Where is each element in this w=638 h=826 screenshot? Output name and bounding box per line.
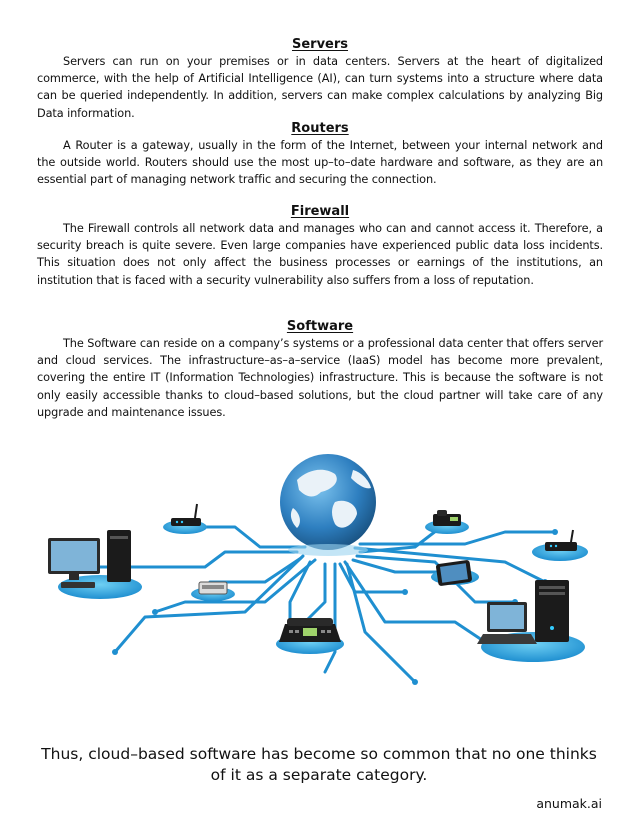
telephone-icon [279,618,341,642]
section-body: The Firewall controls all network data and manages who can and cannot access it. Therefore, a security breach is quite severe. Even large companies have experienced public data loss incidents. This situation does not only affect the business processes or earnings of the institutions, an institution that is faced with a security vulnerability also suffers from a loss of reputation. [37,222,603,287]
desk-phone-icon [433,510,461,526]
tablet-icon [436,560,473,587]
section-servers [37,37,603,122]
laptop-icon [477,602,537,644]
network-illustration [35,452,602,720]
section-firewall [37,204,603,289]
section-body: A Router is a gateway, usually in the form of the Internet, between your internal network and the outside world. Routers should use the most up–to–date hardware and software, as they are an essential part of managing network traffic and securing the connection. [37,139,603,187]
section-routers [37,121,603,189]
section-title: Firewall [290,204,350,219]
section-title: Software [286,319,354,334]
section-title: Routers [291,121,349,136]
section-body: The Software can reside on a company’s systems or a professional data center that offers server and cloud services. The infrastructure–as–a–service (IaaS) model has become more prevalent, covering the entire IT (Information Technologies) infrastructure. This is because the software is not only easily accessible thanks to cloud–based solutions, but the cloud partner will take care of any upgrade and maintenance issues. [37,337,603,419]
globe-icon [280,454,376,556]
calculator-icon [199,582,227,594]
router-icon [171,504,201,526]
section-software [37,319,603,421]
closing-caption: Thus, cloud–based software has become so common that no one thinks of it as a separate category. [41,745,597,784]
section-title: Servers [291,37,349,52]
server-tower-icon [535,580,569,642]
section-body: Servers can run on your premises or in data centers. Servers at the heart of digitalized commerce, with the help of Artificial Intelligence (AI), can turn systems into a structure where data can be queried independently. In addition, servers can make complex calculations by analyzing Big Data information. [37,55,603,120]
footer-brand: anumak.ai [536,796,602,811]
